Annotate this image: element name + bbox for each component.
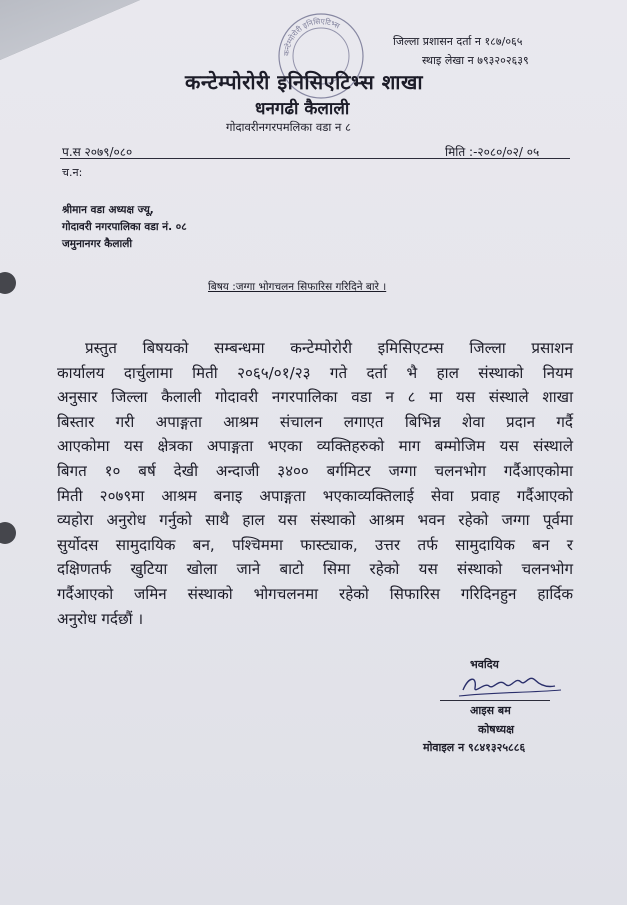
body-line: व्यहोरा अनुरोध गर्नुको साथै हाल यस संस्थाको आश्रम भवन रहेको जग्गा पूर्वमा [57,511,573,530]
reference-number: प.स २०७९/०८० [62,145,133,159]
signatory-post: कोषध्यक्ष [478,723,515,736]
body-line: मिती २०७९मा आश्रम बनाइ अपाङ्गता भएकाव्यक्तिलाई सेवा प्रवाह गर्दैआएको [57,486,573,505]
permanent-account-number: स्थाइ लेखा न ७९३२०२६३९ [422,54,529,67]
body-line: बिस्तार गरी अपाङ्गता आश्रम संचालन लगाएत बिभिन्न शेवा प्रदान गर्दै [57,412,573,431]
recipient-line: श्रीमान वडा अध्यक्ष ज्यू, [62,204,154,216]
recipient-line: गोदावरी नगरपालिका वडा नं. ०८ [62,221,187,233]
body-line: सुर्योदस सामुदायिक बन, पश्चिममा फास्ट्याक, उत्तर तर्फ सामुदायिक बन र [57,535,573,554]
closing-salutation: भवदिय [470,658,499,671]
signatory-mobile: मोवाइल न ९८४१३२५८८६ [423,741,526,754]
signatory-name: आइस बम [470,704,511,717]
organization-address: गोदावरीनगरपमलिका वडा न ८ [226,120,352,134]
dispatch-number: च.न: [62,166,83,179]
header-divider [60,158,570,159]
district-name: धनगढी कैलाली [255,99,350,119]
organization-name: कन्टेम्पोरोरी इनिसिएटिभ्स शाखा [185,70,424,94]
letter-subject: बिषय :जग्गा भोगचलन सिफारिस गरिदिने बारे । [208,281,387,293]
body-line: अनुसार जिल्ला कैलाली गोदावरी नगरपालिका वडा न ८ मा यस संस्थाले शाखा [57,388,573,407]
body-line: गर्दैआएको जमिन संस्थाको भोगचलनमा रहेको सिफारिस गरिदिनहुन हार्दिक [57,584,573,603]
recipient-line: जमुनानगर कैलाली [62,238,133,250]
letter-date: मिति :-२०८०/०२/ ०५ [445,145,540,159]
body-line: आएकोमा यस क्षेत्रका अपाङ्गता भएका व्यक्तिहरुको माग बम्मोजिम यस संस्थाले [57,437,573,456]
svg-text:कन्टेम्पोरोरी इनिसिएटिभ्स [282,17,342,56]
signature-line [440,700,550,701]
body-line: अनुरोध गर्दछौं । [57,609,144,628]
handwritten-signature [455,668,565,702]
body-line: प्रस्तुत बिषयको सम्बन्धमा कन्टेम्पोरोरी इमिसिएटम्स जिल्ला प्रसाशन [85,339,573,357]
body-line: दक्षिणतर्फ खुटिया खोला जाने बाटो सिमा रहेको यस संस्थाको चलनभोग [57,560,573,579]
registration-number: जिल्ला प्रशासन दर्ता न १८७/०६५ [393,35,523,48]
stamp-text: कन्टेम्पोरोरी इनिसिएटिभ्स [281,16,342,57]
letter-body [57,336,573,631]
body-line: बिगत १० बर्ष देखी अन्दाजी ३४०० बर्गमिटर जग्गा चलनभोग गर्दैआएकोमा [57,461,573,480]
body-line: कार्यालय दार्चुलामा मिती २०६५/०१/२३ गते दर्ता भै हाल संस्थाको नियम [57,363,573,382]
